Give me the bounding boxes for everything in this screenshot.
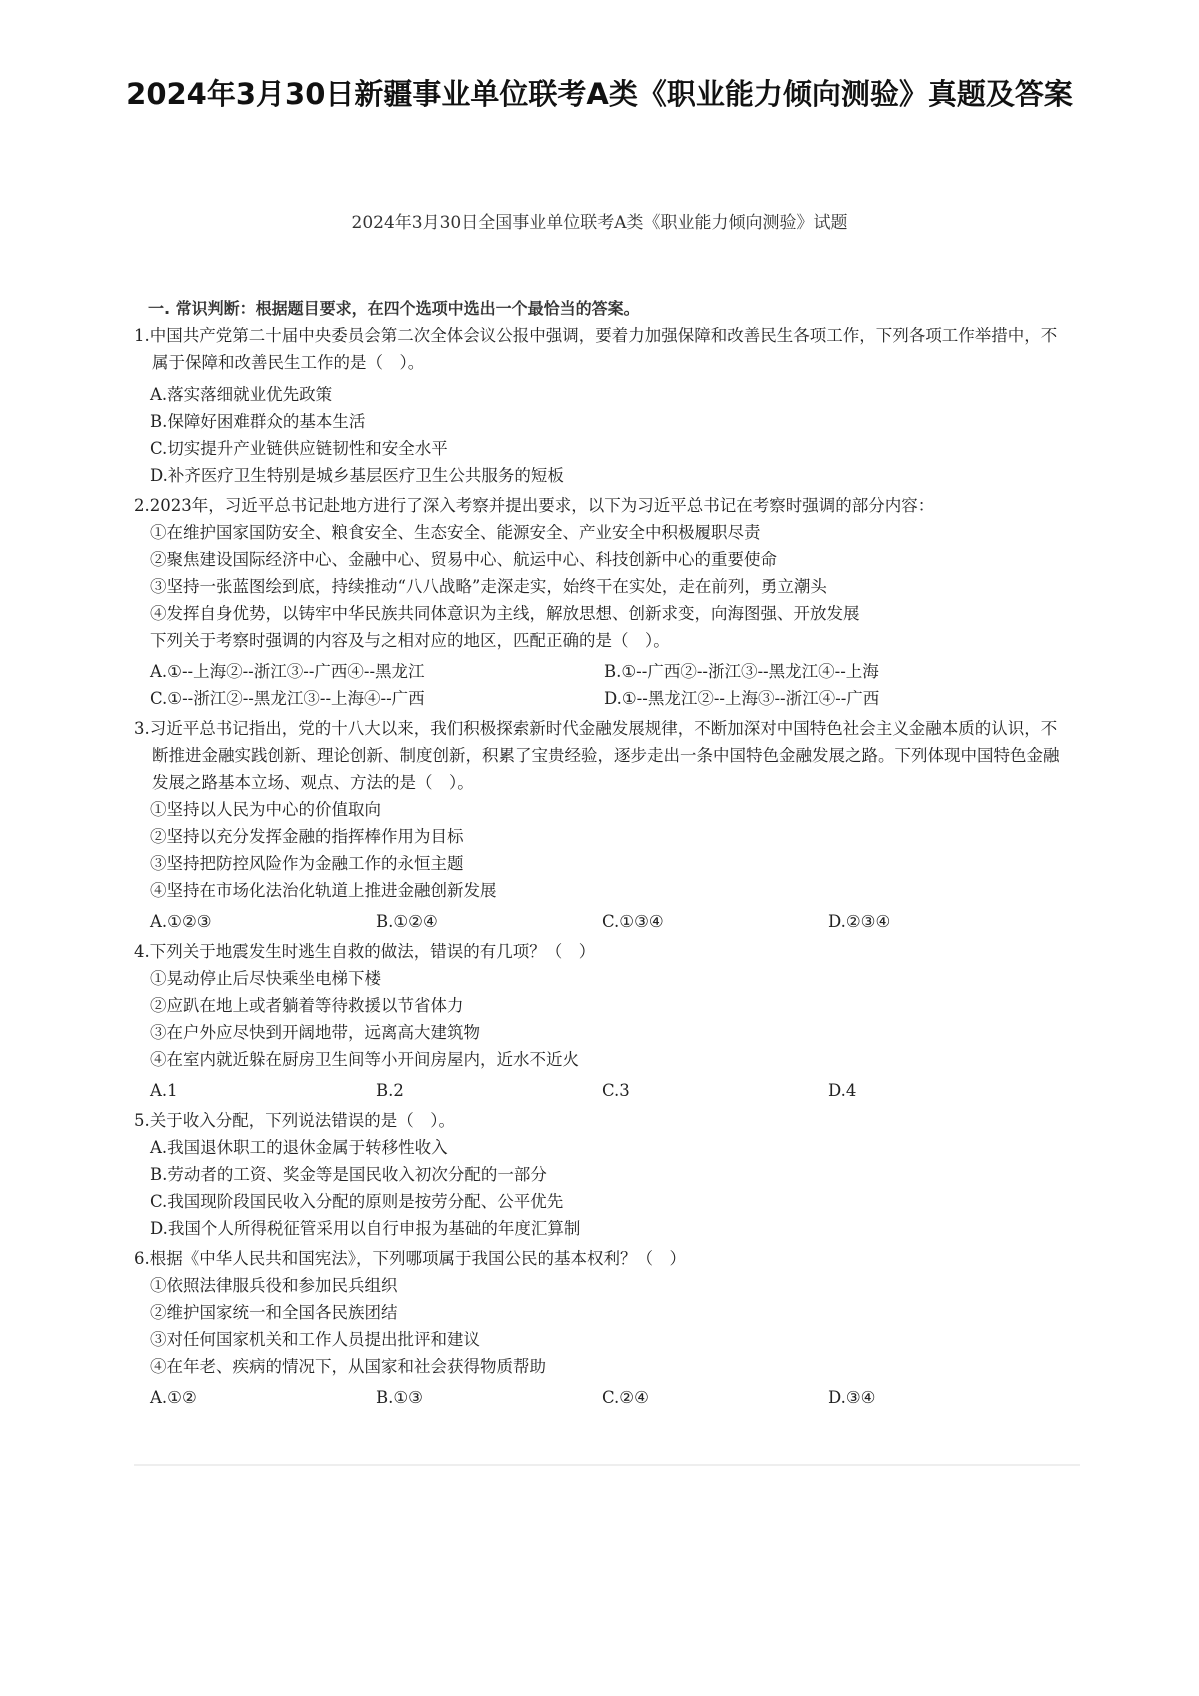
- option-c: C.②④: [602, 1388, 649, 1407]
- statement-item: ②维护国家统一和全国各民族团结: [150, 1303, 398, 1322]
- option-b: B.2: [376, 1081, 404, 1100]
- option-d: D.③④: [828, 1388, 876, 1407]
- option-a: A.①②: [150, 1388, 197, 1407]
- option-c: C.我国现阶段国民收入分配的原则是按劳分配、公平优先: [150, 1192, 564, 1211]
- option-b: B.①②④: [376, 912, 438, 931]
- options-row: [134, 908, 1064, 935]
- option-a: A.落实落细就业优先政策: [150, 385, 333, 404]
- statement-item: ③对任何国家机关和工作人员提出批评和建议: [150, 1330, 480, 1349]
- option-c: C.①--浙江②--黑龙江③--上海④--广西: [150, 689, 425, 708]
- statement-item: ①晃动停止后尽快乘坐电梯下楼: [150, 969, 381, 988]
- question-6: [134, 1245, 1064, 1411]
- question-stem: 1.中国共产党第二十届中央委员会第二次全体会议公报中强调，要着力加强保障和改善民生各项工作，下列各项工作举措中，不属于保障和改善民生工作的是（ ）。: [134, 326, 1058, 372]
- statement-item: ②应趴在地上或者躺着等待救援以节省体力: [150, 996, 464, 1015]
- option-b: B.①③: [376, 1388, 423, 1407]
- question-list: [134, 322, 1064, 1411]
- options-row: [134, 658, 1064, 685]
- option-d: D.补齐医疗卫生特别是城乡基层医疗卫生公共服务的短板: [150, 466, 564, 485]
- question-5: [134, 1107, 1064, 1242]
- option-c: C.切实提升产业链供应链韧性和安全水平: [150, 439, 448, 458]
- question-4: [134, 938, 1064, 1104]
- statement-item: ②坚持以充分发挥金融的指挥棒作用为目标: [150, 827, 464, 846]
- question-stem: 6.根据《中华人民共和国宪法》，下列哪项属于我国公民的基本权利？（ ）: [134, 1249, 686, 1268]
- question-stem: 3.习近平总书记指出，党的十八大以来，我们积极探索新时代金融发展规律，不断加深对中国特色社会主义金融本质的认识，不断推进金融实践创新、理论创新、制度创新，积累了宝贵经验，逐步走出一条中国特色金融发展之路。下列体现中国特色金融发展之路基本立场、观点、方法的是（ ）。: [134, 719, 1060, 792]
- statement-item: ①依照法律服兵役和参加民兵组织: [150, 1276, 398, 1295]
- question-stem: 2.2023年，习近平总书记赴地方进行了深入考察并提出要求，以下为习近平总书记在考察时强调的部分内容：: [134, 496, 935, 515]
- statement-item: ③坚持把防控风险作为金融工作的永恒主题: [150, 854, 464, 873]
- option-a: A.我国退休职工的退休金属于转移性收入: [150, 1138, 448, 1157]
- statement-item: ④在年老、疾病的情况下，从国家和社会获得物质帮助: [150, 1357, 546, 1376]
- document-title: 2024年3月30日新疆事业单位联考A类《职业能力倾向测验》真题及答案: [126, 77, 1073, 111]
- option-b: B.保障好困难群众的基本生活: [150, 412, 366, 431]
- section-heading: 一. 常识判断：根据题目要求，在四个选项中选出一个最恰当的答案。: [148, 299, 640, 318]
- question-2: [134, 492, 1064, 712]
- statement-item: ④坚持在市场化法治化轨道上推进金融创新发展: [150, 881, 497, 900]
- option-a: A.①②③: [150, 912, 212, 931]
- question-prompt: 下列关于考察时强调的内容及与之相对应的地区，匹配正确的是（ ）。: [150, 631, 670, 650]
- option-c: C.①③④: [602, 912, 664, 931]
- option-d: D.②③④: [828, 912, 891, 931]
- option-d: D.我国个人所得税征管采用以自行申报为基础的年度汇算制: [150, 1219, 581, 1238]
- options-row: [134, 685, 1064, 712]
- option-b: B.劳动者的工资、奖金等是国民收入初次分配的一部分: [150, 1165, 547, 1184]
- question-stem: 4.下列关于地震发生时逃生自救的做法，错误的有几项？（ ）: [134, 942, 596, 961]
- options-row: [134, 1077, 1064, 1104]
- option-c: C.3: [602, 1081, 630, 1100]
- options-row: [134, 1384, 1064, 1411]
- option-a: A.①--上海②--浙江③--广西④--黑龙江: [150, 662, 425, 681]
- question-3: [134, 715, 1064, 935]
- statement-item: ①坚持以人民为中心的价值取向: [150, 800, 381, 819]
- question-1: [134, 322, 1064, 489]
- statement-item: ③在户外应尽快到开阔地带，远离高大建筑物: [150, 1023, 480, 1042]
- page-divider: [134, 1464, 1080, 1466]
- statement-item: ④在室内就近躲在厨房卫生间等小开间房屋内，近水不近火: [150, 1050, 579, 1069]
- statement-item: ①在维护国家国防安全、粮食安全、生态安全、能源安全、产业安全中积极履职尽责: [150, 523, 761, 542]
- statement-item: ④发挥自身优势，以铸牢中华民族共同体意识为主线，解放思想、创新求变，向海图强、开放发展: [150, 604, 860, 623]
- statement-item: ③坚持一张蓝图绘到底，持续推动“八八战略”走深走实，始终干在实处，走在前列，勇立潮头: [150, 577, 827, 596]
- statement-item: ②聚焦建设国际经济中心、金融中心、贸易中心、航运中心、科技创新中心的重要使命: [150, 550, 777, 569]
- option-b: B.①--广西②--浙江③--黑龙江④--上海: [604, 662, 879, 681]
- option-d: D.①--黑龙江②--上海③--浙江④--广西: [604, 689, 880, 708]
- exam-subtitle: 2024年3月30日全国事业单位联考A类《职业能力倾向测验》试题: [351, 213, 848, 233]
- option-a: A.1: [150, 1081, 178, 1100]
- question-stem: 5.关于收入分配，下列说法错误的是（ ）。: [134, 1111, 455, 1130]
- option-d: D.4: [828, 1081, 857, 1100]
